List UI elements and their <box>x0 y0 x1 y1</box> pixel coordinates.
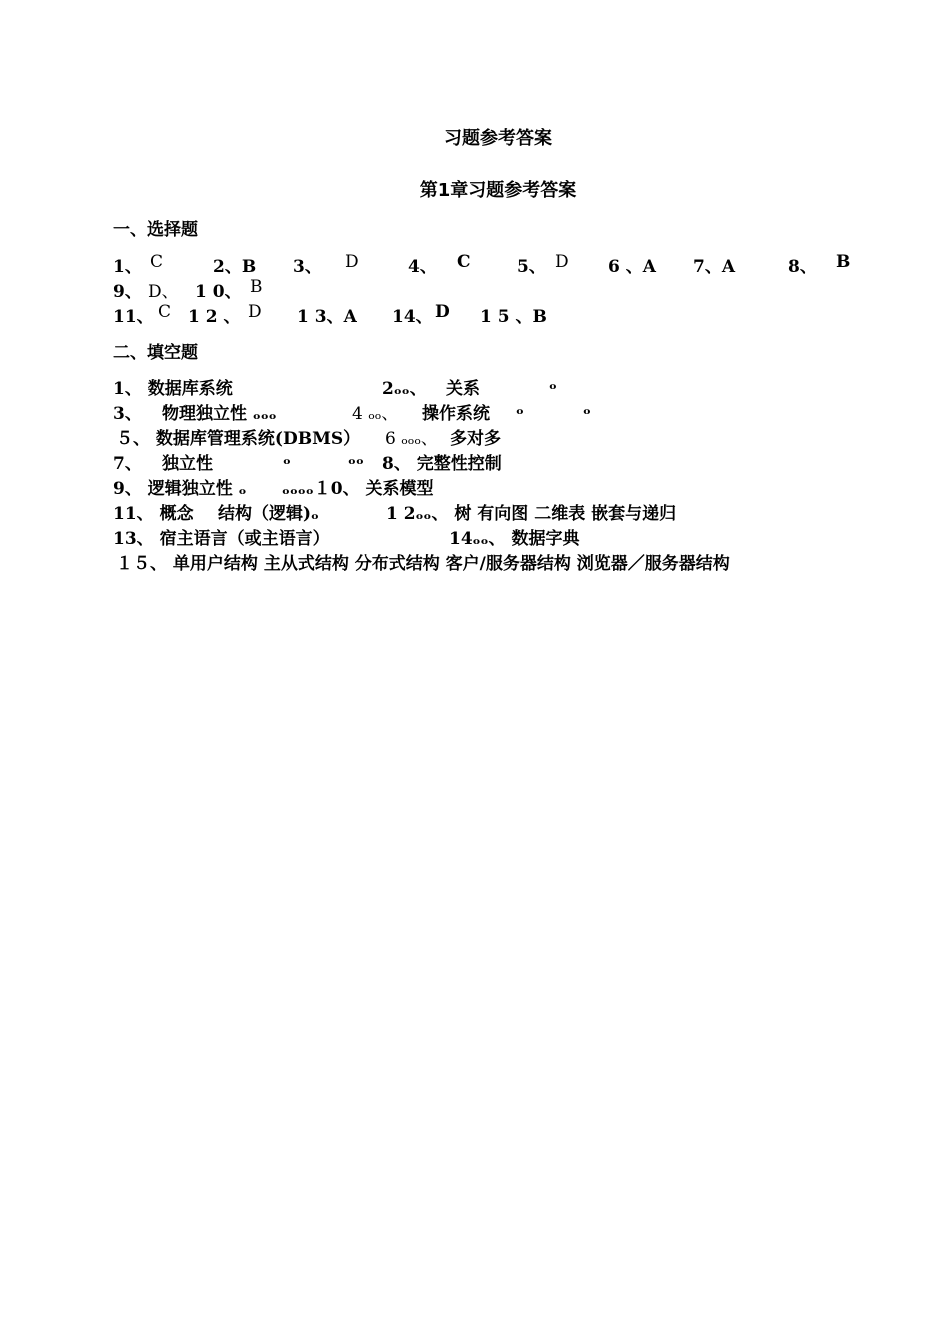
answer-value: D <box>435 302 450 322</box>
answer-mark: ₒₒ <box>348 449 364 469</box>
answer-mark: ₒ <box>283 449 291 469</box>
answer-mark: ₒ <box>549 374 557 394</box>
answer-item: 2、B <box>213 257 257 277</box>
answer-item: 11、 概念 <box>113 504 194 524</box>
fill-answers-row-4 <box>0 449 950 474</box>
answer-number: 6 ₒₒₒ、 <box>385 429 438 449</box>
chapter-title: 第1章习题参考答案 <box>419 180 577 201</box>
document-title: 习题参考答案 <box>444 128 552 149</box>
fill-answers-row-3 <box>0 424 950 449</box>
section-heading-choice: 一、选择题 <box>113 220 198 240</box>
answer-number: 11、 <box>113 307 154 327</box>
answer-number: 5、 <box>517 257 546 277</box>
answer-item: 1 5 、B <box>480 307 547 327</box>
answer-number: 1 0、 <box>195 282 242 302</box>
fill-answers-row-1 <box>0 374 950 399</box>
choice-answers-row-1 <box>0 252 950 277</box>
answer-item: 1 3、A <box>297 307 357 327</box>
answer-item: D、 <box>148 282 179 302</box>
answer-value: 关系 <box>446 379 480 399</box>
answer-value: C <box>457 252 471 272</box>
answer-value: C <box>158 302 172 322</box>
answer-value: 多对多 <box>450 429 501 449</box>
answer-number: 3、 <box>293 257 322 277</box>
fill-answers-row-6 <box>0 499 950 524</box>
answer-value: B <box>250 277 263 297</box>
answer-item: 7、A <box>693 257 736 277</box>
answer-item: 1、 数据库系统 <box>113 379 233 399</box>
fill-answers-row-2 <box>0 399 950 424</box>
answer-value: 结构（逻辑)ₒ <box>218 504 319 524</box>
answer-mark: ₒ <box>516 399 524 419</box>
fill-answers-row-8 <box>0 549 950 574</box>
answer-value: D <box>555 252 569 272</box>
fill-answers-row-7 <box>0 524 950 549</box>
answer-value: 独立性 <box>162 454 213 474</box>
answer-item: 9、 逻辑独立性 ₒ <box>113 479 247 499</box>
answer-number: 7、 <box>113 454 142 474</box>
answer-value: 操作系统 <box>422 404 490 424</box>
section-heading-fill: 二、填空题 <box>113 343 198 363</box>
answer-number: 4 ₒₒ、 <box>352 404 399 424</box>
answer-number: 14、 <box>392 307 433 327</box>
answer-number: 1 2 、 <box>188 307 241 327</box>
choice-answers-row-3 <box>0 302 950 327</box>
answer-mark: ₒ <box>583 399 591 419</box>
answer-value: B <box>836 252 851 272</box>
answer-value: C <box>150 252 164 272</box>
choice-answers-row-2 <box>0 277 950 302</box>
answer-number: 2ₒₒ、 <box>382 379 427 399</box>
answer-number: 3、 <box>113 404 142 424</box>
answer-item: 8、 完整性控制 <box>382 454 502 474</box>
answer-value: 物理独立性 ₒₒₒ <box>162 404 277 424</box>
answer-item: 14ₒₒ、 数据字典 <box>449 529 580 549</box>
answer-item: 6 、A <box>608 257 656 277</box>
answer-value: D <box>248 302 262 322</box>
answer-number: 8、 <box>788 257 817 277</box>
answer-item: １５、 单用户结构 主从式结构 分布式结构 客户/服务器结构 浏览器／服务器结构 <box>116 554 730 574</box>
answer-item: 1 2ₒₒ、 树 有向图 二维表 嵌套与递归 <box>386 504 677 524</box>
answer-item: 13、 宿主语言（或主语言） <box>113 529 330 549</box>
answer-item: ₒₒₒₒ１0、 关系模型 <box>282 479 434 499</box>
fill-answers-row-5 <box>0 474 950 499</box>
answer-item: ５、 数据库管理系统(DBMS） <box>116 429 361 449</box>
answer-number: 9、 <box>113 282 142 302</box>
answer-number: 4、 <box>408 257 437 277</box>
answer-number: 1、 <box>113 257 142 277</box>
answer-value: D <box>345 252 359 272</box>
